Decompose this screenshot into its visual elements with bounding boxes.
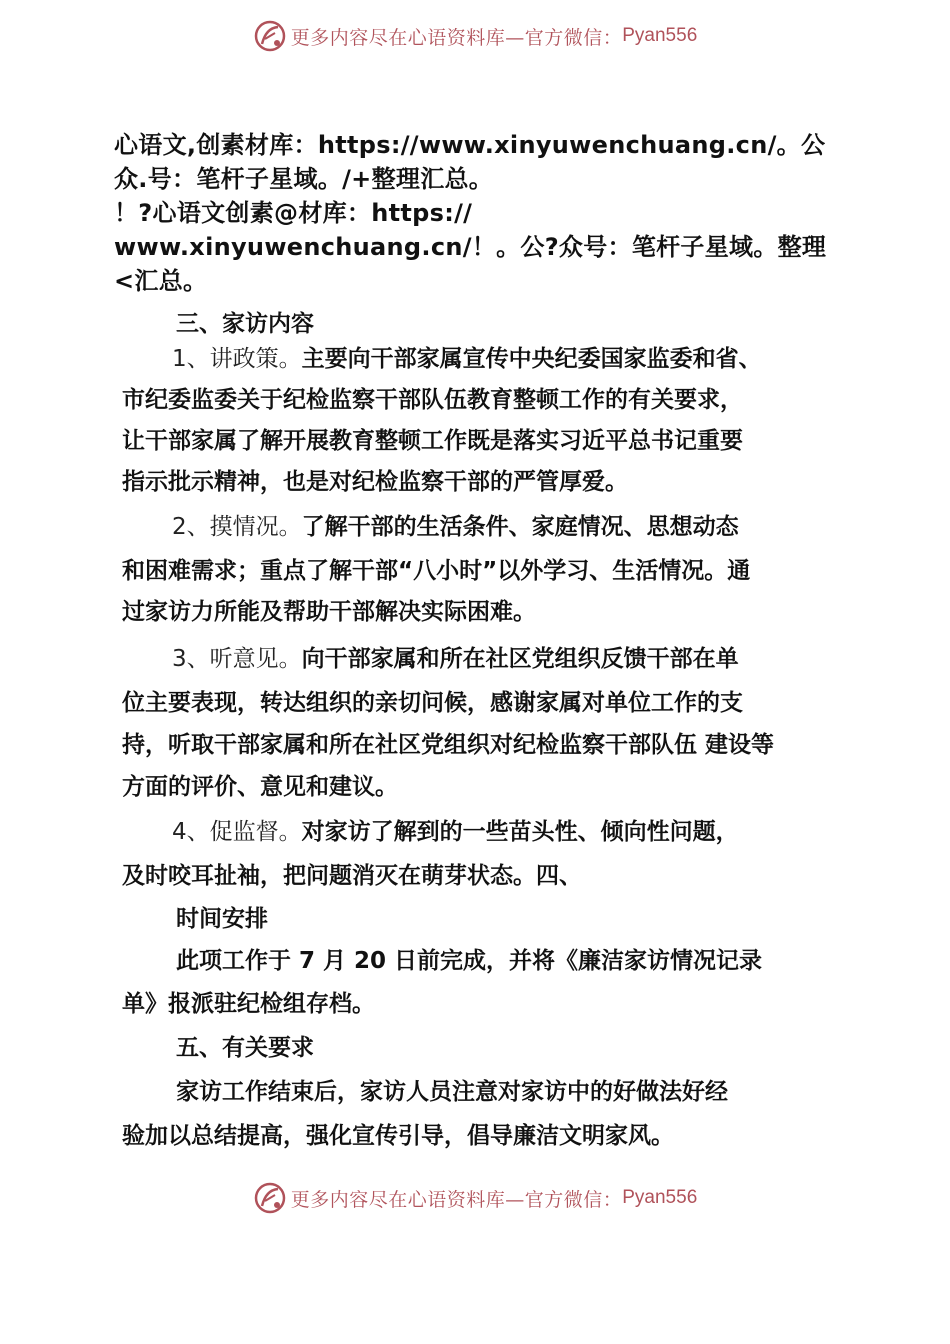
paragraph-line (172, 644, 739, 674)
paragraph-line: 指示批示精神，也是对纪检监察干部的严管厚爱。 (122, 469, 628, 495)
item-text: 对家访了解到的一些苗头性、倾向性问题， (301, 819, 739, 845)
header-banner (0, 16, 950, 56)
paragraph-line (172, 817, 739, 847)
watermark-line: 众.号：笔杆子星域。/+整理汇总。 (114, 165, 494, 193)
footer-banner (0, 1178, 950, 1218)
paragraph-line: 及时咬耳扯袖，把问题消灭在萌芽状态。四、 (122, 863, 582, 889)
item-prefix: 2、摸情况。 (172, 514, 302, 540)
brand-logo-icon (253, 19, 287, 53)
paragraph-line: 此项工作于 7 月 20 日前完成，并将《廉洁家访情况记录 (176, 948, 763, 974)
paragraph-line: 过家访力所能及帮助干部解决实际困难。 (122, 599, 536, 625)
watermark-line: <汇总。 (114, 267, 208, 295)
banner-wechat-id: Pyan556 (622, 1187, 698, 1208)
paragraph-line: 方面的评价、意见和建议。 (122, 774, 398, 800)
paragraph-line: 家访工作结束后，家访人员注意对家访中的好做法好经 (176, 1079, 728, 1105)
watermark-line: ！?心语文创素@材库：https:// (114, 199, 473, 227)
item-text: 主要向干部家属宣传中央纪委国家监委和省、 (301, 346, 762, 372)
paragraph-line (172, 512, 739, 542)
paragraph-line: 位主要表现，转达组织的亲切问候，感谢家属对单位工作的支 (122, 690, 743, 716)
paragraph-line: 和困难需求；重点了解干部“八小时”以外学习、生活情况。通 (122, 558, 751, 584)
section-heading: 时间安排 (176, 906, 268, 932)
item-text: 向干部家属和所在社区党组织反馈干部在单 (301, 646, 739, 672)
item-prefix: 3、听意见。 (172, 646, 302, 672)
watermark-line: 心语文,创素材库：https://www.xinyuwenchuang.cn/。公 (114, 131, 826, 159)
paragraph-line: 持，听取干部家属和所在社区党组织对纪检监察干部队伍 建设等 (122, 732, 775, 758)
section-heading: 三、家访内容 (176, 311, 314, 337)
paragraph-line: 让干部家属了解开展教育整顿工作既是落实习近平总书记重要 (122, 428, 743, 454)
paragraph-line: 单》报派驻纪检组存档。 (122, 991, 375, 1017)
watermark-line: www.xinyuwenchuang.cn/！。公?众号：笔杆子星域。整理 (114, 233, 827, 261)
banner-text: 更多内容尽在心语资料库—官方微信： (290, 26, 623, 49)
item-prefix: 1、讲政策。 (172, 346, 302, 372)
paragraph-line (172, 344, 762, 374)
paragraph-line: 市纪委监委关于纪检监察干部队伍教育整顿工作的有关要求， (122, 387, 743, 413)
item-prefix: 4、促监督。 (172, 819, 302, 845)
brand-logo-icon (253, 1181, 287, 1215)
paragraph-line: 验加以总结提高，强化宣传引导，倡导廉洁文明家风。 (122, 1123, 674, 1149)
banner-wechat-id: Pyan556 (622, 25, 698, 46)
banner-text: 更多内容尽在心语资料库—官方微信： (290, 1188, 623, 1211)
item-text: 了解干部的生活条件、家庭情况、思想动态 (301, 514, 739, 540)
section-heading: 五、有关要求 (176, 1035, 314, 1061)
